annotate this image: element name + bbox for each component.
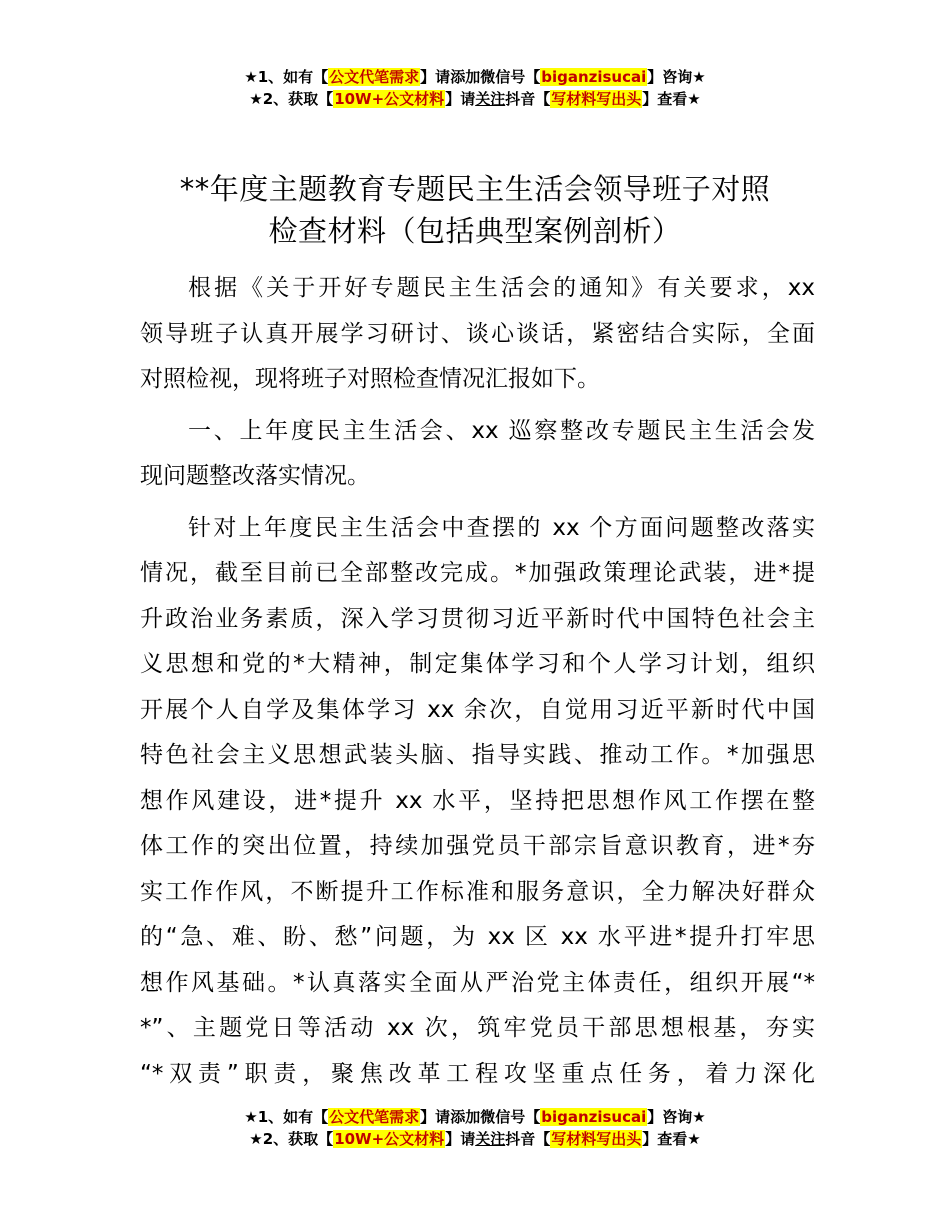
banner-douyin-id: 写材料写出头 [551,1130,642,1148]
banner-text: 】咨询★ [647,1108,706,1126]
text-line: 体工作的突出位置，持续加强党员干部宗旨意识教育，进*夯 [140,833,815,859]
banner-text: 关注 [475,1130,506,1148]
banner-highlight: 公文代笔需求 [329,1108,420,1126]
document-title [100,168,850,252]
text-line: 情况，截至目前已全部整改完成。*加强政策理论武装，进*提 [140,560,815,586]
banner-text: 添加 [450,1108,481,1126]
banner-text: ★1、如有【 [244,1108,329,1126]
header-banner [0,66,950,110]
banner-text: ★2、获取【 [249,90,334,108]
text-line: 现问题整改落实情况。 [140,463,370,489]
text-line: 升政治业务素质，深入学习贯彻习近平新时代中国特色社会主 [140,605,815,632]
banner-text: 抖音【 [505,1130,551,1148]
banner-text: 】咨询★ [647,68,706,86]
banner-text: 微信号【 [480,1108,541,1126]
banner-wechat-id: biganzisucai [541,1108,647,1126]
text-line: 想作风基础。*认真落实全面从严治党主体责任，组织开展“* [140,969,815,996]
banner-text: 微信号【 [480,68,541,86]
banner-text: 】请 [420,68,451,86]
title-line-1: **年度主题教育专题民主生活会领导班子对照 [179,172,771,206]
text-line: 领导班子认真开展学习研讨、谈心谈话，紧密结合实际，全面 [140,320,815,347]
banner-text: 】请 [420,1108,451,1126]
banner-text: 添加 [450,68,481,86]
text-line: 实工作作风，不断提升工作标准和服务意识，全力解决好群众 [140,878,815,905]
banner-text: 】请 [445,1130,476,1148]
text-line: “*双责”职责，聚焦改革工程攻坚重点任务，着力深化 [140,1060,815,1087]
banner-text: 】请 [445,90,476,108]
banner-text: ★2、获取【 [249,1130,334,1148]
document-body [140,266,815,1103]
text-line: 对照检视，现将班子对照检查情况汇报如下。 [140,366,600,392]
banner-highlight: 公文代笔需求 [329,68,420,86]
banner-text: 】查看★ [642,90,701,108]
text-line: 根据《关于开好专题民主生活会的通知》有关要求，xx [188,275,815,301]
banner-line-1 [0,1106,950,1128]
text-line: 义思想和党的*大精神，制定集体学习和个人学习计划，组织 [140,651,815,677]
text-line: 特色社会主义思想武装头脑、指导实践、推动工作。*加强思 [140,742,815,768]
text-line: *”、主题党日等活动 xx 次，筑牢党员干部思想根基，夯实 [140,1015,815,1041]
text-line: 的“急、难、盼、愁”问题，为 xx 区 xx 水平进*提升打牢思 [140,924,815,950]
footer-banner [0,1106,950,1150]
banner-wechat-id: biganzisucai [541,68,647,86]
banner-highlight: 10W+公文材料 [334,1130,445,1148]
text-line: 开展个人自学及集体学习 xx 余次，自觉用习近平新时代中国 [140,696,815,723]
title-line-2: 检查材料（包括典型案例剖析） [268,214,682,248]
text-line: 一、上年度民主生活会、xx 巡察整改专题民主生活会发 [188,417,815,444]
banner-text: 】查看★ [642,1130,701,1148]
banner-text: 关注 [475,90,506,108]
paragraph-section-heading [140,409,815,500]
paragraph-intro [140,266,815,403]
banner-line-1 [0,66,950,88]
banner-douyin-id: 写材料写出头 [551,90,642,108]
paragraph-rectification [140,506,815,1098]
banner-line-2 [0,88,950,110]
banner-text: 抖音【 [505,90,551,108]
banner-line-2 [0,1128,950,1150]
text-line: 针对上年度民主生活会中查摆的 xx 个方面问题整改落实 [188,514,815,541]
text-line: 想作风建设，进*提升 xx 水平，坚持把思想作风工作摆在整 [140,787,815,814]
banner-highlight: 10W+公文材料 [334,90,445,108]
banner-text: ★1、如有【 [244,68,329,86]
